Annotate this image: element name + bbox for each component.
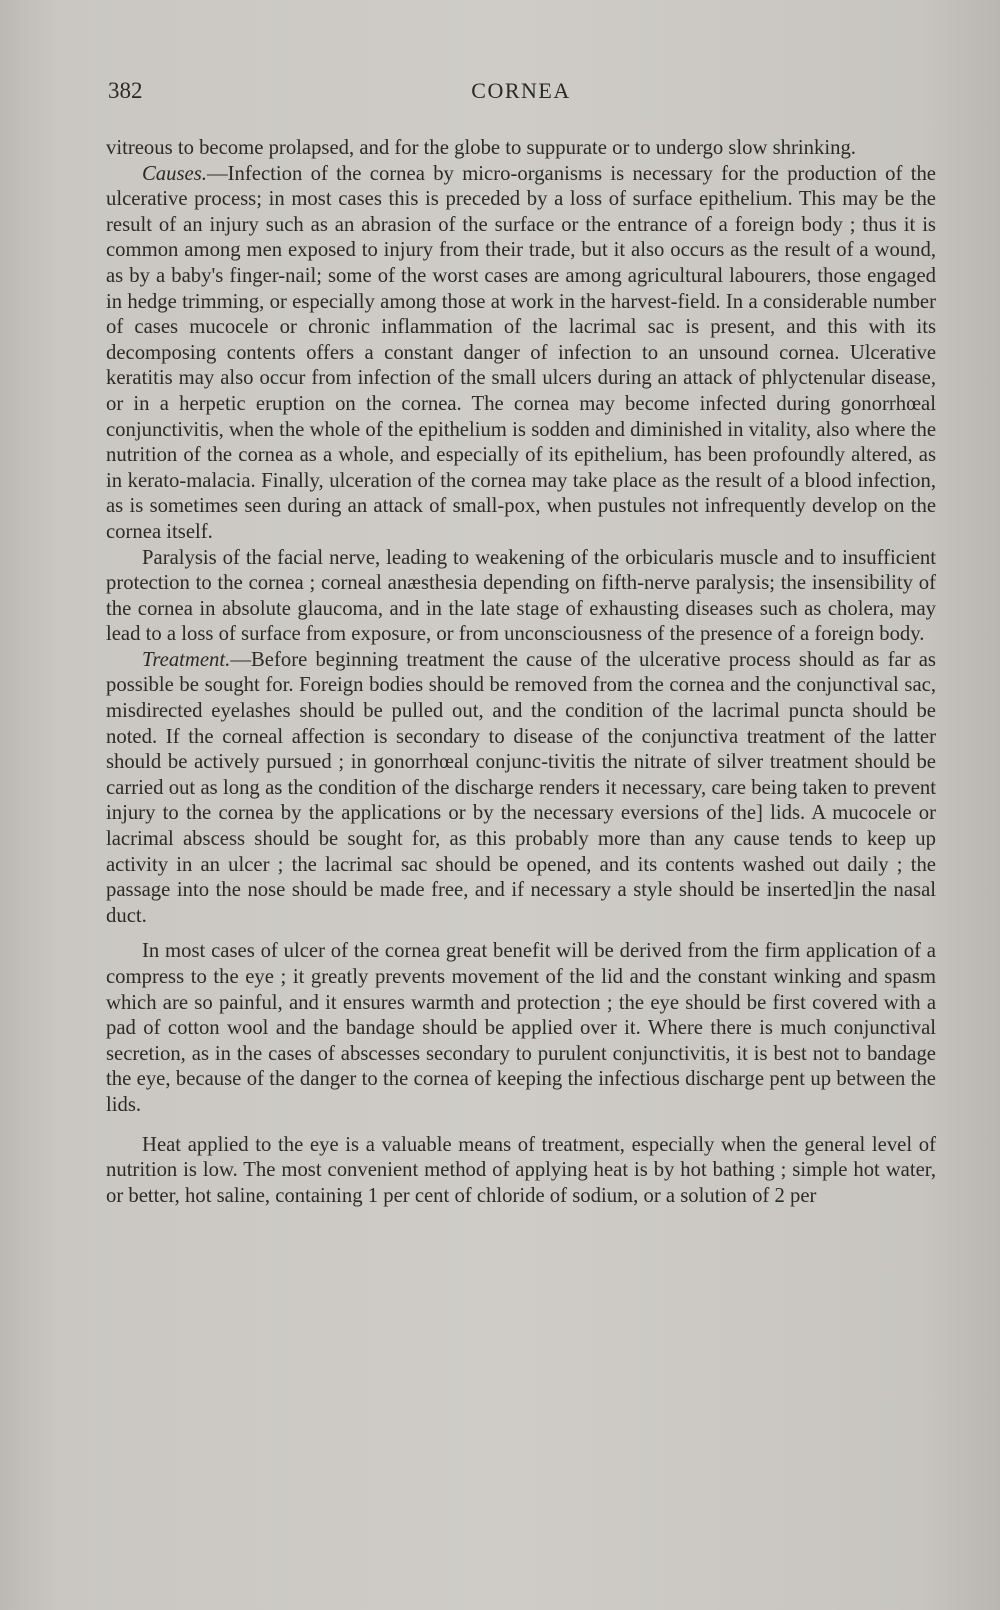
- running-title: CORNEA: [471, 78, 571, 103]
- page-number: 382: [108, 78, 143, 103]
- paragraph-paralysis: Paralysis of the facial nerve, leading to weakening of the orbicularis muscle and to insufficient protection to the cornea ; corneal anæsthesia depending on fifth-nerve paralysis; the insensibility of the cornea in absolute glaucoma, and in the late stage of exhausting diseases such as cholera, may lead to a loss of surface from exposure, or from unconsciousness of the presence of a foreign body.: [106, 546, 936, 646]
- paragraph-heading-causes: Causes.: [142, 162, 207, 185]
- paragraph-body: —Before beginning treatment the cause of the ulcerative process should as far as possible be sought for. Foreign bodies should be removed from the cornea and the conjunctival sac, misdirected eyelashes should be pulled out, and the condition of the lacrimal puncta should be noted. If the corneal affection is secondary to disease of the conjunctiva treatment of the latter should be actively pursued ; in gonorrhœal conjunc-tivitis the nitrate of silver treatment should be carried out as long as the condition of the discharge renders it necessary, care being taken to prevent injury to the cornea by the applications or by the necessary eversions of the] lids. A mucocele or lacrimal abscess should be sought for, as this probably more than any cause tends to keep up activity in an ulcer ; the lacrimal sac should be opened, and its contents washed out daily ; the passage into the nose should be made free, and if necessary a style should be inserted]in the nasal duct.: [106, 648, 936, 927]
- paragraph-body: —Infection of the cornea by micro-organisms is necessary for the production of the ulcerative process; in most cases this is preceded by a loss of surface epithelium. This may be the result of an injury such as an abrasion of the surface or the entrance of a foreign body ; thus it is common among men exposed to injury from their trade, but it also occurs as the result of a wound, as by a baby's finger-nail; some of the worst cases are among agricultural labourers, those engaged in hedge trimming, or especially among those at work in the harvest-field. In a considerable number of cases mucocele or chronic inflammation of the lacrimal sac is present, and this with its decomposing contents offers a constant danger of infection to an unsound cornea. Ulcerative keratitis may also occur from infection of the small ulcers during an attack of phlyctenular disease, or in a herpetic eruption on the cornea. The cornea may become infected during gonorrhœal conjunctivitis, when the whole of the epithelium is sodden and diminished in vitality, also where the nutrition of the cornea as a whole, and especially of its epithelium, has been profoundly altered, as in kerato-malacia. Finally, ulceration of the cornea may take place as the result of a blood infection, as is sometimes seen during an attack of small-pox, when pustules not infrequently develop on the cornea itself.: [106, 162, 936, 543]
- paragraph-causes: [106, 162, 936, 546]
- body-text: [106, 136, 936, 1209]
- paragraph-continuation: vitreous to become prolapsed, and for the globe to suppurate or to undergo slow shrinking.: [106, 137, 856, 159]
- paragraph-compress: In most cases of ulcer of the cornea great benefit will be derived from the firm application of a compress to the eye ; it greatly prevents movement of the lid and the constant winking and spasm which are so painful, and it ensures warmth and protection ; the eye should be first covered with a pad of cotton wool and the bandage should be applied over it. Where there is much conjunctival secretion, as in the cases of abscesses secondary to purulent conjunctivitis, it is best not to bandage the eye, because of the danger to the cornea of keeping the infectious discharge pent up between the lids.: [106, 940, 936, 1116]
- paragraph-heading-treatment: Treatment.: [142, 648, 231, 671]
- paragraph-treatment: [106, 648, 936, 930]
- page-header: [108, 78, 934, 112]
- paragraph-heat: Heat applied to the eye is a valuable means of treatment, especially when the general level of nutrition is low. The most convenient method of applying heat is by hot bathing ; simple hot water, or better, hot saline, containing 1 per cent of chloride of sodium, or a solution of 2 per: [106, 1133, 936, 1207]
